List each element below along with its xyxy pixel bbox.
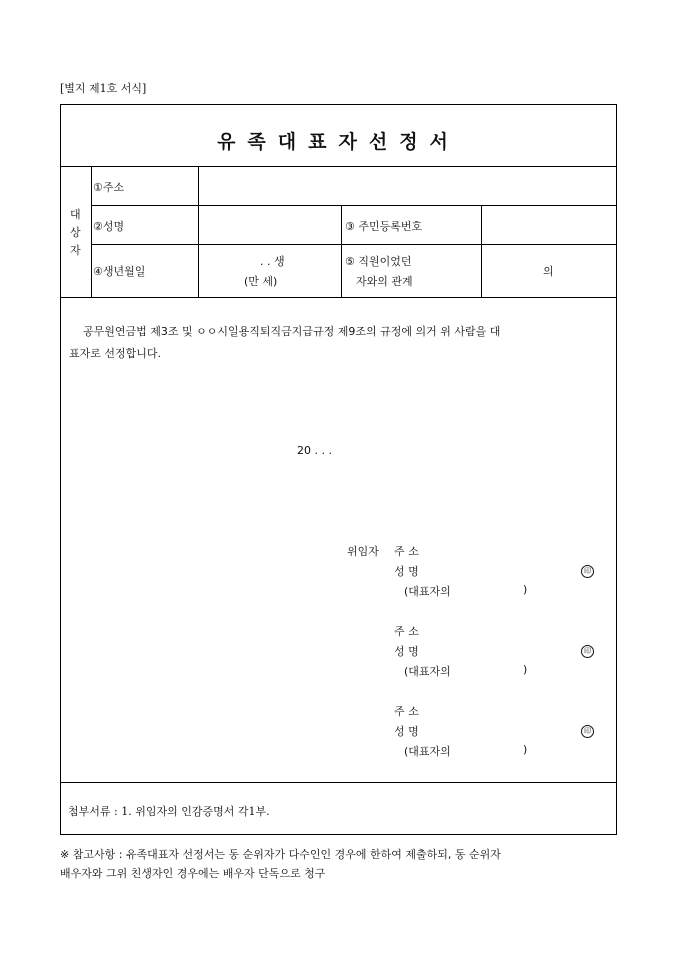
address-label: ①주소: [93, 181, 125, 194]
seal-stamp-1: 印: [581, 565, 594, 578]
side-label-char-2: 상: [70, 226, 81, 239]
attachment-divider: [61, 782, 616, 783]
row-divider-2: [91, 244, 616, 245]
name-label: ②성명: [93, 220, 125, 233]
seal-mark: [581, 723, 594, 738]
representative-relation-close: ): [523, 663, 528, 676]
delegator-name-label: 성 명: [394, 565, 419, 578]
label-col-divider: [198, 166, 199, 297]
seal-mark: [581, 643, 594, 658]
side-label-char-1: 대: [70, 208, 81, 221]
form-title: 유족대표자선정서: [217, 131, 460, 153]
statement-line-1: 공무원연금법 제3조 및 ㅇㅇ시일용직퇴직금지급규정 제9조의 규정에 의거 위 사람을 대: [83, 325, 501, 338]
birth-date-label: ④생년월일: [93, 265, 146, 278]
table-bottom-divider: [61, 297, 616, 298]
birth-date-value: . . 생: [260, 255, 285, 268]
delegator-name-label: 성 명: [394, 725, 419, 738]
seal-stamp-3: 印: [581, 725, 594, 738]
form-number-label: [별지 제1호 서식]: [60, 82, 147, 95]
side-label-divider: [91, 166, 92, 297]
date-line: 20 . . .: [297, 444, 332, 457]
statement-line-2: 표자로 선정합니다.: [69, 347, 162, 360]
right-col-divider: [481, 205, 482, 297]
side-label-char-3: 자: [70, 244, 81, 257]
reference-note-line-1: ※ 참고사항 : 유족대표자 선정서는 동 순위자가 다수인인 경우에 한하여 제출하되, 동 순위자: [60, 848, 501, 861]
age-value: (만 세): [244, 275, 278, 288]
delegator-address-label: 주 소: [394, 705, 419, 718]
seal-mark: [581, 563, 594, 578]
representative-relation-close: ): [523, 743, 528, 756]
delegator-address-label: 주 소: [394, 625, 419, 638]
relation-label-1: ⑤ 직원이었던: [345, 255, 412, 268]
delegator-name-label: 성 명: [394, 645, 419, 658]
reference-note-line-2: 배우자와 그위 친생자인 경우에는 배우자 단독으로 청구: [60, 867, 326, 880]
resident-id-label: ③ 주민등록번호: [345, 220, 423, 233]
relation-label-2: 자와의 관계: [356, 275, 413, 288]
representative-relation-label: (대표자의: [404, 585, 451, 598]
title-divider: [61, 166, 616, 167]
row-divider-1: [91, 205, 616, 206]
representative-relation-close: ): [523, 583, 528, 596]
value-col-divider: [341, 205, 342, 297]
seal-stamp-2: 印: [581, 645, 594, 658]
delegator-label: 위임자: [347, 545, 379, 558]
attachment-note: 첨부서류 : 1. 위임자의 인감증명서 각1부.: [68, 805, 270, 818]
representative-relation-label: (대표자의: [404, 665, 451, 678]
relation-value: 의: [543, 265, 554, 278]
representative-relation-label: (대표자의: [404, 745, 451, 758]
form-box: [60, 104, 617, 835]
delegator-address-label: 주 소: [394, 545, 419, 558]
